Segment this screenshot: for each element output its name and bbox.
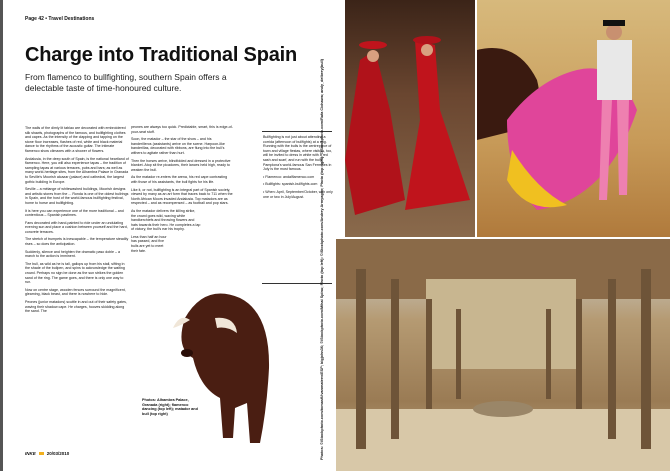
footer: [25, 451, 69, 456]
paragraph: peones are always too quick. Predictable, smart, this is edge-of-your-seat stuff.: [131, 125, 233, 134]
paragraph: The walls of the dimly lit tablao are decorated with embroidered silk shawls, photographs of the famous, and bullfighting clothes and capes. As the intensity of the clapping and tapping on the stone floor increases, flashes of red, white and black material dance to the rhythms of the acoustic guitar. The intimate flamenco show climaxes with a shower of flowers.: [25, 126, 126, 153]
paragraph: The stretch of trumpets is inescapable – the temperature steadily rises – so does the anticipation.: [25, 237, 129, 247]
photo-caption: Photos: Alhambra Palace, Granada (right); flamenco dancing (top left); matador and bull (top right): [142, 398, 198, 417]
bull-image: [165, 278, 277, 448]
alhambra-photo: [336, 239, 670, 471]
photo-credit: Photos: ©iStockphoto.com/tomasfl/ivanmateev/ESP; bigjohn36; ©iStockphoto.com/Mihai Spinu; Photo (top left): ©iStockphoto.com/Andrey Armyagov; Photo (top right): ©iStockphoto.com/Rafa Cichawa; andy_delbrey(bull): [320, 59, 324, 460]
paragraph: Then the horses arrive, blindfolded and dressed in a protective blanket. Atop sit the picadores, their lances held high, ready to weaken the bull.: [131, 158, 231, 172]
matador-photo: [477, 0, 670, 237]
paragraph: Peones (junior matadors) scuttle in and out of their safety gates, waving their shadow cape. He charges, hooves skidding along the sand. The: [25, 300, 127, 314]
article-subtitle: From flamenco to bullfighting, southern Spain offers a delectable taste of time-honoured culture.: [25, 72, 227, 93]
info-item: • When: April, September/October, with only one or two in July/August.: [263, 189, 333, 199]
info-item: • Bullfights: spanish-bullfights.com: [263, 182, 318, 187]
paragraph: Fans decorated with hand-painted to ride under an undulating evening sun and place a cushion between yourself and the hard, concrete terraces.: [25, 220, 128, 234]
magazine-logo: INKE: [25, 451, 36, 456]
paragraph: As the matador re-enters the arena, his red cape contrasting with those of his assistants, the bull fights for his life.: [131, 175, 228, 184]
sidebar-intro: Bullfighting is not just about attending a corrida (afternoon of bullfights) at a ring. Running with the bulls is the centrepiece of town and village fiestas, where visitors, too, will be invited to dress in white with a red sash and scarf, and run with the bulls. Pamplona's world-famous San Fermines in July is the most famous.: [263, 135, 333, 172]
paragraph: Less than half an hour has passed, and five bulls are yet to meet their fate.: [131, 234, 167, 253]
paragraph: Suddenly, silence and heighten the dramatic paso doble – a march to the action is imminent.: [25, 249, 121, 259]
paragraph: Now on centre stage, wooden fences surround the magnificent, gleaming, black beast, and there is nowhere to hide.: [25, 287, 126, 297]
info-item: • Flamenco: andalflamenco.com: [263, 174, 315, 179]
paragraph: Soon, the matador – the star of the show – and his banderilleros (assistants) arrive on the scene. Harpoon-like banderillas, decorated with ribbons, are flung into the bull's withers to agitate rather than hurt.: [131, 137, 225, 155]
paragraph: Andalusia, in the deep south of Spain, is the national heartland of flamenco. Here, you will also experience tapas – the tradition of sampling tapas at various terraces, pubs and bars; as well as many world-heritage sites, from the Alhambra Palace in Granada to Seville's Moorish alcazar (palace) and cathedral, the largest gothic building in Europe.: [25, 156, 129, 184]
page-edge: [0, 0, 3, 471]
body-column-1: [25, 126, 129, 317]
paragraph: As the matador delivers the killing strike, the crowd goes wild, waving white handkerchiefs and throwing flowers and hats towards their hero. He completes a lap of victory, the bull's ear his trophy.: [131, 208, 201, 232]
article-title: Charge into Traditional Spain: [25, 44, 298, 66]
paragraph: Seville – a mélange of whitewashed buildings, Moorish designs and artistic stores from the ... Ronda is one of the oldest bullrings in Spain, and the host of the world-famous bullfighting festival, home to horse and bullfighting.: [25, 187, 129, 205]
paragraph: It is here you can experience one of the more traditional – and contentious – Spanish pastimes.: [25, 208, 124, 218]
body-column-2: [131, 125, 233, 256]
paragraph: Like it, or not, bullfighting is an integral part of Spanish society, viewed by many as an art form that traces back to 711 when the North African Moors invaded Andalusia. Top matadors are as respected – and as recompensed – as football and pop stars.: [131, 187, 233, 206]
paragraph: The bull, as wild as he is tall, gallops up from his stall, sifting in the shade of the bullpen, and spins to acknowledge the waiting crowd. Perhaps no sign be done as the sun strikes the golden sand of the ring. The game goes, and there is only one way to run.: [25, 261, 125, 285]
issue-date: 20/03/2010: [46, 451, 70, 456]
flamenco-photo: [345, 0, 475, 237]
logo-mark-icon: [39, 452, 44, 455]
page-header: Page 42 • Travel Destinations: [25, 16, 95, 22]
